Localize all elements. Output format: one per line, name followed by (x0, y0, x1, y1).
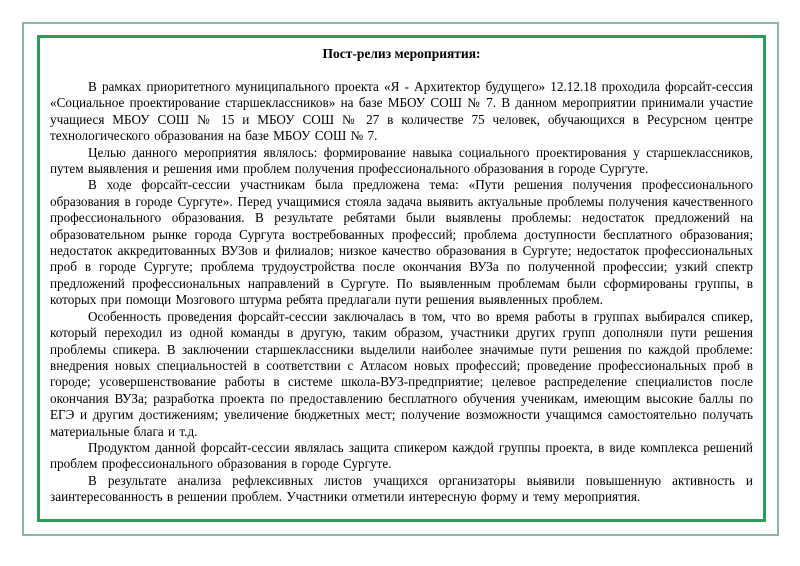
paragraph-session-theme: В ходе форсайт-сессии участникам была предложена тема: «Пути решения получения профессионального образования в городе Сургуте». Перед учащимися стояла задача выявить актуальные проблемы получения качественного профессионального образования. В результате ребятами были выявлены проблемы: недостаток предложений на образовательном рынке города Сургута востребованных профессий; проблема доступности бесплатного образования; недостаток аккредитованных ВУЗов и филиалов; низкое качество образования в Сургуте; недостаток профессиональных проб в городе Сургуте; проблема трудоустройства после окончания ВУЗа по полученной профессии; узкий спектр предложений профессиональных направлений в Сургуте. По выявленным проблемам были сформированы группы, в которых при помощи Мозгового штурма ребята предлагали пути решения выявленных проблем. (50, 177, 753, 308)
document-content (40, 38, 763, 519)
paragraph-intro: В рамках приоритетного муниципального проекта «Я - Архитектор будущего» 12.12.18 проходила форсайт-сессия «Социальное проектирование старшеклассников» на базе МБОУ СОШ № 7. В данном мероприятии принимали участие учащиеся МБОУ СОШ № 15 и МБОУ СОШ № 27 в количестве 75 человек, обучающихся в Ресурсном центре технологического образования на базе МБОУ СОШ № 7. (50, 79, 753, 144)
paragraph-session-feature: Особенность проведения форсайт-сессии заключалась в том, что во время работы в группах выбирался спикер, который переходил из одной команды в другую, таким образом, участники других групп дополняли пути решения проблемы спикера. В заключении старшеклассники выделили наиболее значимые пути решения по каждой проблеме: внедрения новых специальностей в соответствии с Атласом новых профессий; проведение профессиональных проб в городе; усовершенствование работы в системе школа-ВУЗ-предприятие; целевое распределение специалистов после окончания ВУЗа; разработка проекта по предоставлению бесплатного обучения ученикам, имеющим высокие баллы по ЕГЭ и другим достижениям; увеличение бюджетных мест; получение возможности учащимся самостоятельно получать материальные блага и т.д. (50, 308, 753, 439)
outer-border-frame (22, 22, 779, 536)
inner-border-frame (37, 35, 766, 522)
document-title: Пост-релиз мероприятия: (322, 46, 481, 61)
paragraph-results: В результате анализа рефлексивных листов учащихся организаторы выявили повышенную активность и заинтересованность в решении проблем. Участники отметили интересную форму и тему мероприятия. (50, 472, 753, 505)
paragraph-product: Продуктом данной форсайт-сессии являлась защита спикером каждой группы проекта, в виде комплекса решений проблем профессионального образования в городе Сургуте. (50, 439, 753, 472)
paragraph-goal: Целью данного мероприятия являлось: формирование навыка социального проектирования у старшеклассников, путем выявления и решения ими проблем получения профессионального образования в городе Сургуте. (50, 144, 753, 177)
